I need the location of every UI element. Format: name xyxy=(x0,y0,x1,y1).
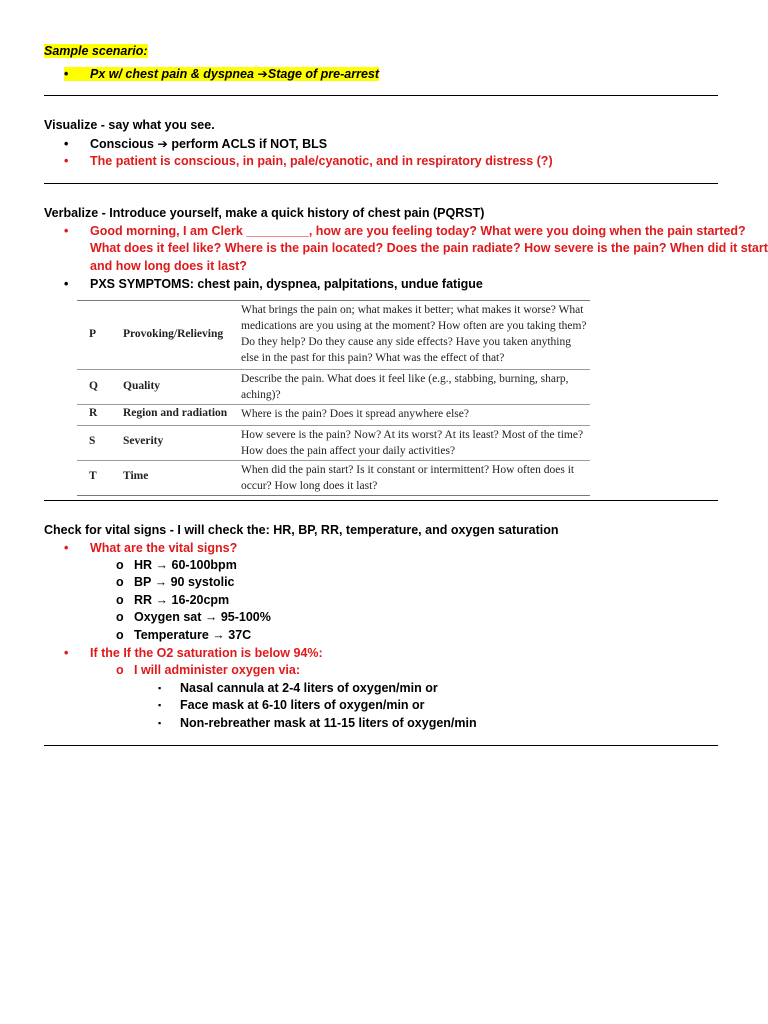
symptoms-line: • PXS SYMPTOMS: chest pain, dyspnea, palpitations, undue fatigue xyxy=(64,277,483,291)
vital-item: o RR → 16-20cpm xyxy=(116,593,230,607)
o2-option: ▪ Nasal cannula at 2-4 liters of oxygen/min or xyxy=(158,681,438,695)
pqrst-name: Quality xyxy=(123,380,161,392)
pqrst-row-t xyxy=(77,461,590,496)
greeting-line: • Good morning, I am Clerk _________, how are you feeling today? What were you doing when the pain started? xyxy=(64,224,746,238)
pqrst-letter: R xyxy=(89,407,98,419)
verbalize-heading: Verbalize - Introduce yourself, make a quick history of chest pain (PQRST) xyxy=(44,206,485,220)
scenario-heading: Sample scenario: xyxy=(44,44,148,58)
vitals-question: • What are the vital signs? xyxy=(64,541,238,555)
pqrst-desc: Describe the pain. What does it feel like (e.g., stabbing, burning, sharp, aching)? xyxy=(241,373,569,401)
pqrst-letter: S xyxy=(89,435,96,447)
vital-item: o BP → 90 systolic xyxy=(116,575,235,589)
scenario-bullet: • Px w/ chest pain & dyspnea ➔Stage of pre-arrest xyxy=(64,67,380,81)
vital-item: o Temperature → 37C xyxy=(116,628,252,642)
o2-condition: • If the If the O2 saturation is below 94%: xyxy=(64,646,323,660)
section-divider xyxy=(44,500,718,501)
pqrst-row-p xyxy=(77,300,590,370)
section-divider xyxy=(44,95,718,96)
section-divider xyxy=(44,183,718,184)
pqrst-desc: Where is the pain? Does it spread anywhere else? xyxy=(241,408,469,420)
section-divider xyxy=(44,745,718,746)
o2-action: o I will administer oxygen via: xyxy=(116,663,301,677)
pqrst-row-r xyxy=(77,405,590,426)
pqrst-name: Time xyxy=(123,470,149,482)
pqrst-name: Region and radiation xyxy=(123,407,228,419)
visualize-heading: Visualize - say what you see. xyxy=(44,118,215,132)
pqrst-desc: When did the pain start? Is it constant or intermittent? How often does it occur? How long does it last? xyxy=(241,464,575,492)
pqrst-desc: How severe is the pain? Now? At its worst? At its least? Most of the time? How does the pain affect your daily activities? xyxy=(241,429,584,457)
pqrst-letter: Q xyxy=(89,380,98,392)
pqrst-name: Provoking/Relieving xyxy=(123,328,224,340)
pqrst-table xyxy=(77,300,590,496)
pqrst-row-q xyxy=(77,370,590,405)
pqrst-name: Severity xyxy=(123,435,164,447)
pqrst-desc: What brings the pain on; what makes it better; what makes it worse? What medications are you using at the moment? How often are you taking them? Do they help? Do they cause any side effects? Have you taken anything else in the past for this pain? What was the effect of that? xyxy=(241,304,587,364)
greeting-line: and how long does it last? xyxy=(90,259,247,273)
o2-option: ▪ Face mask at 6-10 liters of oxygen/min or xyxy=(158,698,425,712)
o2-option: ▪ Non-rebreather mask at 11-15 liters of oxygen/min xyxy=(158,716,477,730)
vital-item: o HR → 60-100bpm xyxy=(116,558,237,572)
visualize-item: • Conscious ➔ perform ACLS if NOT, BLS xyxy=(64,137,328,151)
vital-item: o Oxygen sat → 95-100% xyxy=(116,610,271,624)
pqrst-letter: P xyxy=(89,328,97,340)
vitals-heading: Check for vital signs - I will check the: HR, BP, RR, temperature, and oxygen saturation xyxy=(44,523,559,537)
pqrst-letter: T xyxy=(89,470,97,482)
greeting-line: What does it feel like? Where is the pain located? Does the pain radiate? How severe is the pain? When did it start xyxy=(90,241,768,255)
visualize-item: • The patient is conscious, in pain, pale/cyanotic, and in respiratory distress (?) xyxy=(64,154,553,168)
pqrst-row-s xyxy=(77,426,590,461)
